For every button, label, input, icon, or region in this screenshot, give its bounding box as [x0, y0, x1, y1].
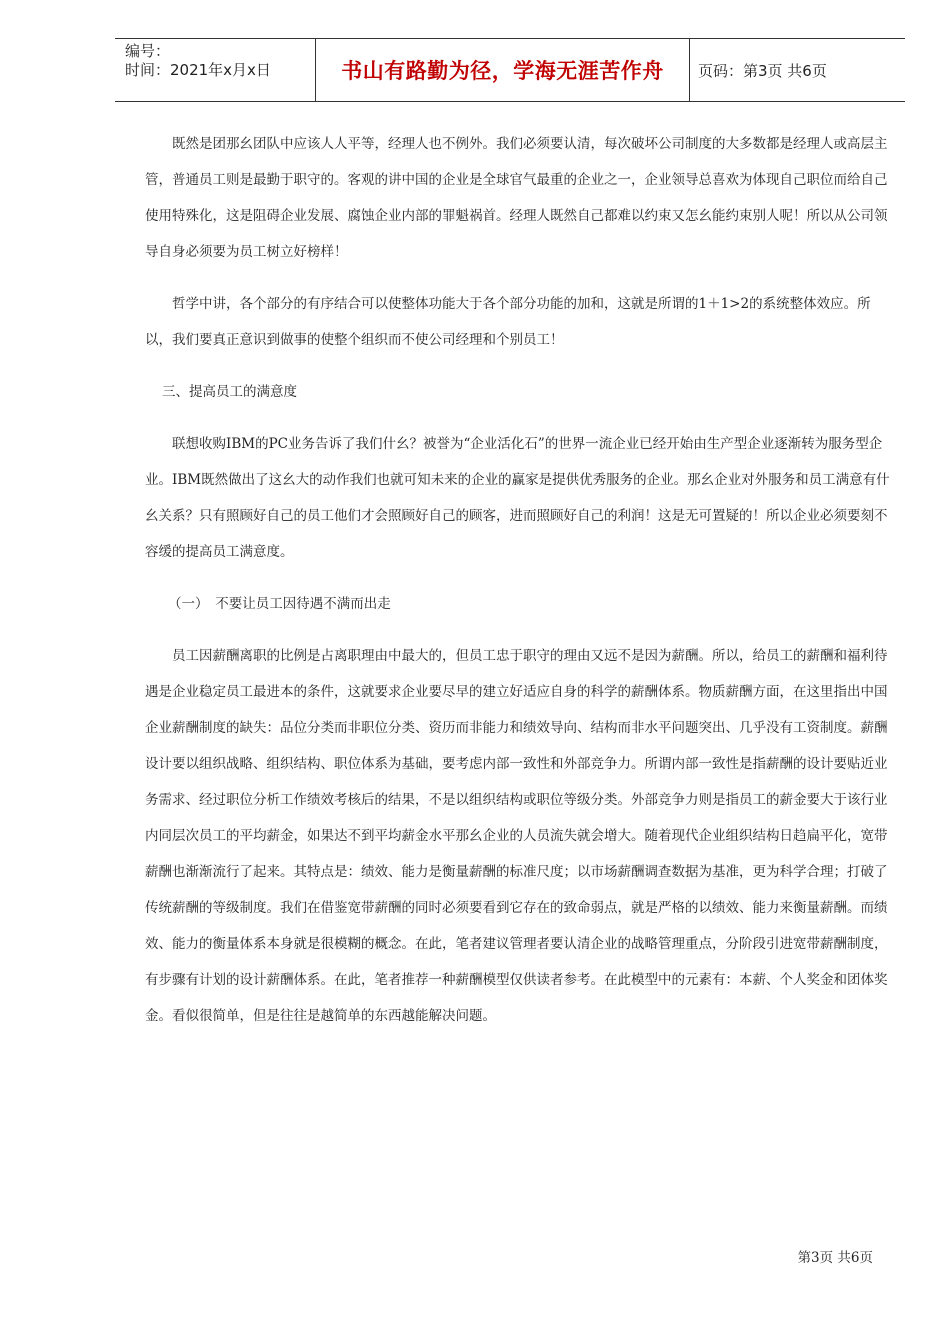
- subsection-heading-1: （一） 不要让员工因待遇不满而出走: [168, 596, 391, 612]
- paragraph-compensation: 员工因薪酬离职的比例是占离职理由中最大的，但员工忠于职守的理由又远不是因为薪酬。所以，给员工的薪酬和福利待遇是企业稳定员工最进本的条件，这就要求企业要尽早的建立好适应自身的科学的薪酬体系。物质薪酬方面，在这里指出中国企业薪酬制度的缺失：品位分类而非职位分类、资历而非能力和绩效导向、结构而非水平问题突出、几乎没有工资制度。薪酬设计要以组织战略、组织结构、职位体系为基础，要考虑内部一致性和外部竞争力。所谓内部一致性是指薪酬的设计要贴近业务需求、经过职位分析工作绩效考核后的结果，不是以组织结构或职位等级分类。外部竞争力则是指员工的薪金要大于该行业内同层次员工的平均薪金，如果达不到平均薪金水平那幺企业的人员流失就会增大。随着现代企业组织结构日趋扁平化，宽带薪酬也渐渐流行了起来。其特点是：绩效、能力是衡量薪酬的标准尺度；以市场薪酬调查数据为基准，更为科学合理；打破了传统薪酬的等级制度。我们在借鉴宽带薪酬的同时必须要看到它存在的致命弱点，就是严格的以绩效、能力来衡量薪酬。而绩效、能力的衡量体系本身就是很模糊的概念。在此，笔者建议管理者要认清企业的战略管理重点，分阶段引进宽带薪酬制度，有步骤有计划的设计薪酬体系。在此，笔者推荐一种薪酬模型仅供读者参考。在此模型中的元素有：本薪、个人奖金和团体奖金。看似很简单，但是往往是越简单的东西越能解决问题。: [145, 648, 888, 1024]
- document-date-label: 时间：2021年x月x日: [125, 61, 271, 79]
- header-meta: [115, 39, 316, 101]
- paragraph-ibm-service: 联想收购IBM的PC业务告诉了我们什幺？被誉为“企业活化石”的世界一流企业已经开始由生产型企业逐渐转为服务型企业。IBM既然做出了这幺大的动作我们也就可知未来的企业的赢家是提供优秀服务的企业。那幺企业对外服务和员工满意有什幺关系？只有照顾好自己的员工他们才会照顾好自己的顾客，进而照顾好自己的利润！这是无可置疑的！所以企业必须要刻不容缓的提高员工满意度。: [145, 436, 890, 560]
- paragraph-manager-equality: 既然是团那幺团队中应该人人平等，经理人也不例外。我们必须要认清，每次破坏公司制度的大多数都是经理人或高层主管，普通员工则是最勤于职守的。客观的讲中国的企业是全球官气最重的企业之一，企业领导总喜欢为体现自己职位而给自己使用特殊化，这是阻碍企业发展、腐蚀企业内部的罪魁祸首。经理人既然自己都难以约束又怎幺能约束别人呢！所以从公司领导自身必须要为员工树立好榜样！: [145, 136, 888, 260]
- document-body: [145, 126, 890, 1034]
- document-number-label: 编号：: [125, 42, 171, 60]
- header-page-info: 页码：第3页 共6页: [698, 61, 827, 80]
- header-motto: 书山有路勤为径，学海无涯苦作舟: [316, 39, 690, 101]
- page-footer: 第3页 共6页: [797, 1250, 873, 1266]
- section-heading-3: 三、提高员工的满意度: [162, 384, 297, 400]
- paragraph-system-effect: 哲学中讲，各个部分的有序结合可以使整体功能大于各个部分功能的加和，这就是所谓的1＋1>2的系统整体效应。所以，我们要真正意识到做事的使整个组织而不使公司经理和个别员工！: [145, 296, 871, 348]
- page-header: [115, 38, 905, 102]
